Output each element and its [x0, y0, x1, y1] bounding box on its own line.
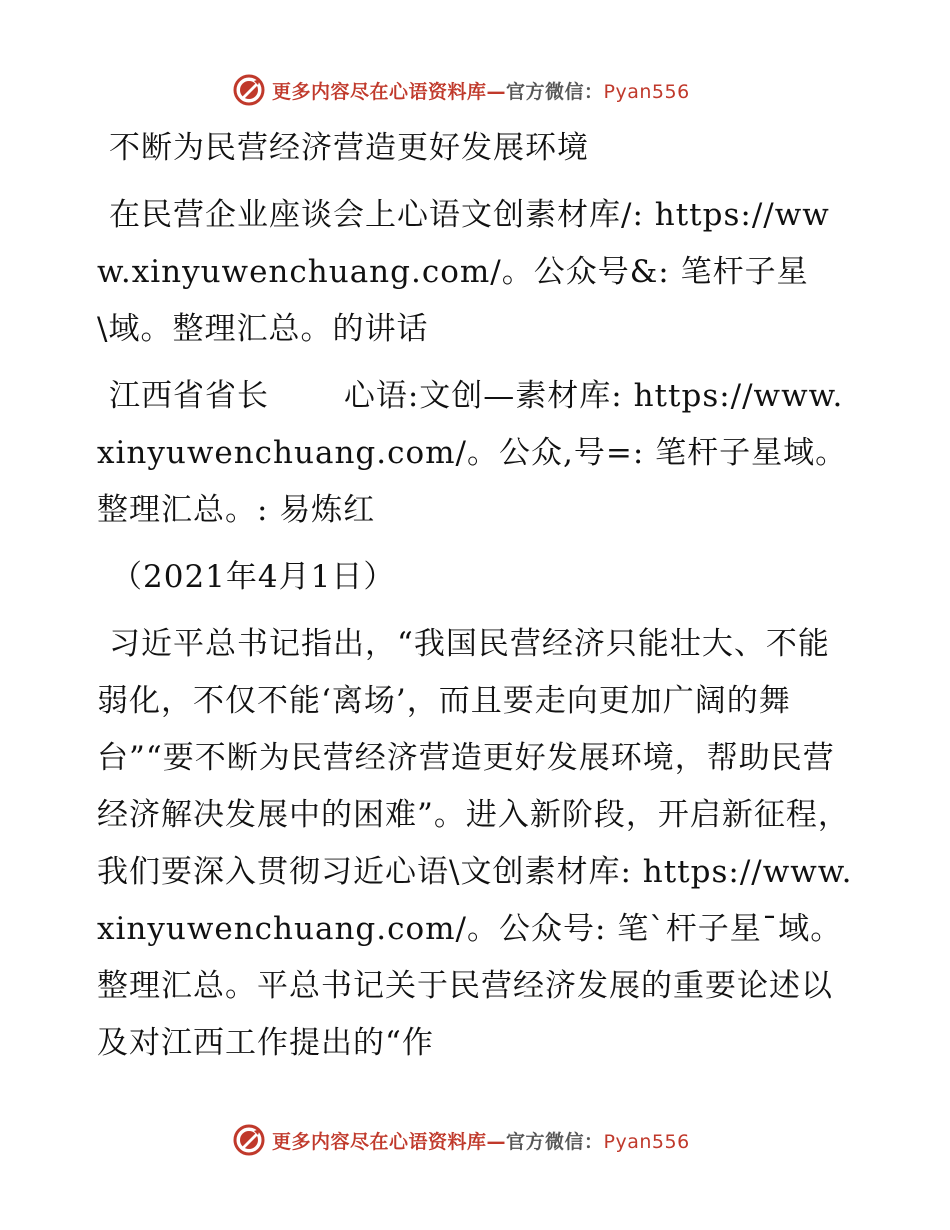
document-subtitle: 在民营企业座谈会上心语文创素材库/: https://www.xinyuwenchuang.com/。公众号&: 笔杆子星\域。整理汇总。的讲话: [97, 197, 830, 347]
document-body: [97, 120, 857, 1082]
watermark-text: 更多内容尽在心语资料库—官方微信：Pyan556: [272, 1130, 690, 1153]
footer-watermark: [232, 1120, 732, 1160]
author-line: 江西省省长 心语:文创—素材库: https://www.xinyuwenchuang.com/。公众,号=: 笔杆子星域。整理汇总。: 易炼红: [97, 378, 848, 528]
pen-logo-icon: [232, 73, 266, 107]
pen-logo-icon: [232, 1123, 266, 1157]
document-title: 不断为民营经济营造更好发展环境: [109, 130, 589, 166]
watermark-text: 更多内容尽在心语资料库—官方微信：Pyan556: [272, 80, 690, 103]
body-paragraph: 习近平总书记指出，“我国民营经济只能壮大、不能弱化，不仅不能‘离场’，而且要走向更加广阔的舞台”“要不断为民营经济营造更好发展环境，帮助民营经济解决发展中的困难”。进入新阶段，开启新征程，我们要深入贯彻习近心语\文创素材库: https://www.xinyuwenchuang.com/。公众号: 笔`杆子星¯域。整理汇总。平总书记关于民营经济发展的重要论述以及对江西工作提出的“作: [97, 626, 853, 1061]
document-date: （2021年4月1日）: [111, 559, 396, 595]
header-watermark: [232, 70, 732, 110]
